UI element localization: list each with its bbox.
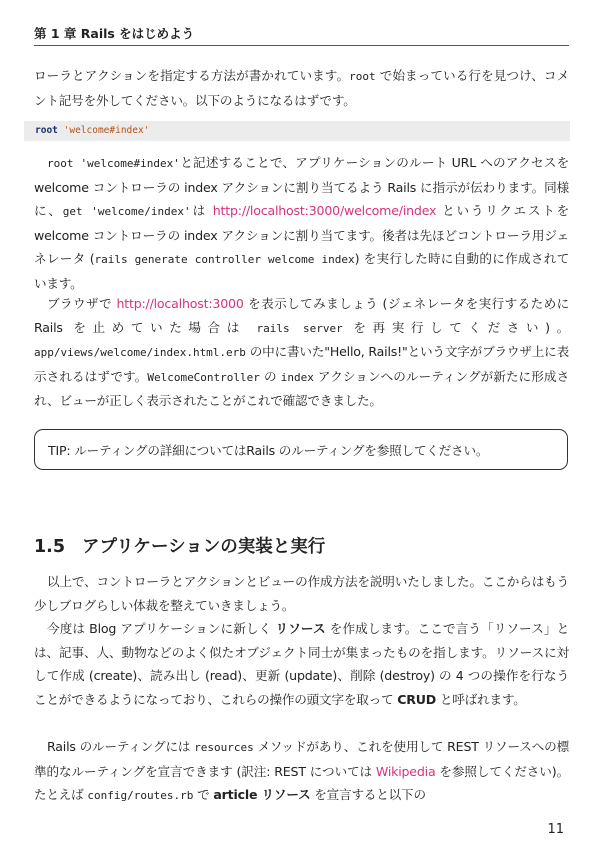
text: と呼ばれます。 — [436, 691, 526, 707]
inline-code: rails generate controller welcome index — [94, 253, 355, 267]
term-resource: リソース — [275, 621, 326, 636]
page-number: 11 — [547, 822, 564, 837]
section-heading — [34, 533, 325, 558]
inline-code: rails server — [256, 321, 343, 335]
text: を宣言すると以下の — [310, 787, 426, 803]
paragraph-root-route — [34, 151, 569, 296]
paragraph-routing — [34, 735, 569, 808]
welcome-index-link[interactable]: http://localhost:3000/welcome/index — [212, 203, 437, 219]
inline-code: get 'welcome/index' — [62, 205, 191, 219]
text: Rails のルーティングには — [47, 739, 195, 754]
inline-code: WelcomeController — [147, 370, 260, 384]
text: ブラウザで — [47, 296, 117, 311]
text: ) を実行した時に自動的に作成されています。 — [34, 251, 569, 291]
paragraph-intro — [34, 570, 569, 617]
text: というリクエストを welcome コントローラの index アクションに割り当てます。後者は先ほどコントローラ用ジェネレータ ( — [34, 203, 569, 267]
text: メソッドがあり、これを使用して REST リソースへの標準的なルーティングを宣言できます (訳注: REST については — [34, 739, 570, 779]
code-string: 'welcome#index' — [63, 125, 150, 136]
text: アクションへのルーティングが新たに形成され、ビューが正しく表示されたことがこれで確認できました。 — [34, 368, 569, 409]
running-header: 第 1 章 Rails をはじめよう — [34, 26, 195, 41]
paragraph-route-config — [34, 64, 569, 112]
text: を参照してください)。たとえば — [34, 763, 569, 803]
text: と記述することで、アプリケーションのルート URL へのアクセスを welcome コントローラの index アクションに割り当てるよう Rails に指示が伝わります。同様に、 — [34, 155, 569, 219]
header-rule — [34, 45, 569, 46]
inline-code: config/routes.rb — [87, 789, 194, 803]
inline-code: index — [280, 370, 314, 384]
code-keyword: root — [35, 125, 58, 136]
code-block — [24, 121, 570, 141]
text: は — [190, 203, 213, 219]
text: を作成します。ここで言う「リソース」とは、記事、人、動物などのよく似たオブジェクト同士が集まったものを指します。リソースに対して作成 (create)、読み出し (read)、更新 (update)、削除 (destroy) の 4 つの操作を行なうことができるようになっており、これらの操作の頭文字を取って — [34, 621, 570, 707]
text: を再実行してください)。 — [342, 319, 569, 335]
wikipedia-link[interactable]: Wikipedia — [375, 763, 436, 779]
inline-code: root 'welcome#index' — [47, 157, 180, 170]
text: 以上で、コントローラとアクションとビューの作成方法を説明いたしました。ここからはもう少しブログらしい体裁を整えていきましょう。 — [34, 574, 569, 613]
text: 今度は Blog アプリケーションに新しく — [47, 621, 276, 636]
paragraph-resources — [34, 617, 569, 711]
text: の — [259, 368, 281, 384]
inline-code: app/views/welcome/index.html.erb — [34, 346, 246, 360]
inline-code: root — [349, 70, 376, 83]
section-title: アプリケーションの実装と実行 — [82, 537, 326, 557]
text: で始まっている行を見つけ、コメント記号を外してください。以下のようになるはずです。 — [34, 68, 569, 108]
term-article-resource: article リソース — [213, 787, 311, 803]
text: を表示してみましょう (ジェネレータを実行するために Rails を止めていた場合は — [34, 296, 569, 335]
text: で — [193, 787, 214, 803]
text: ローラとアクションを指定する方法が書かれています。 — [34, 68, 350, 83]
localhost-link[interactable]: http://localhost:3000 — [116, 296, 244, 311]
section-number: 1.5 — [34, 537, 66, 557]
paragraph-browser-check — [34, 292, 569, 413]
term-crud: CRUD — [397, 691, 437, 707]
inline-code: resources — [194, 741, 254, 754]
tip-box: TIP: ルーティングの詳細についてはRails のルーティングを参照してください。 — [34, 429, 568, 470]
text: の中に書いた"Hello, Rails!"という文字がブラウザ上に表示されるはずです。 — [34, 344, 569, 384]
